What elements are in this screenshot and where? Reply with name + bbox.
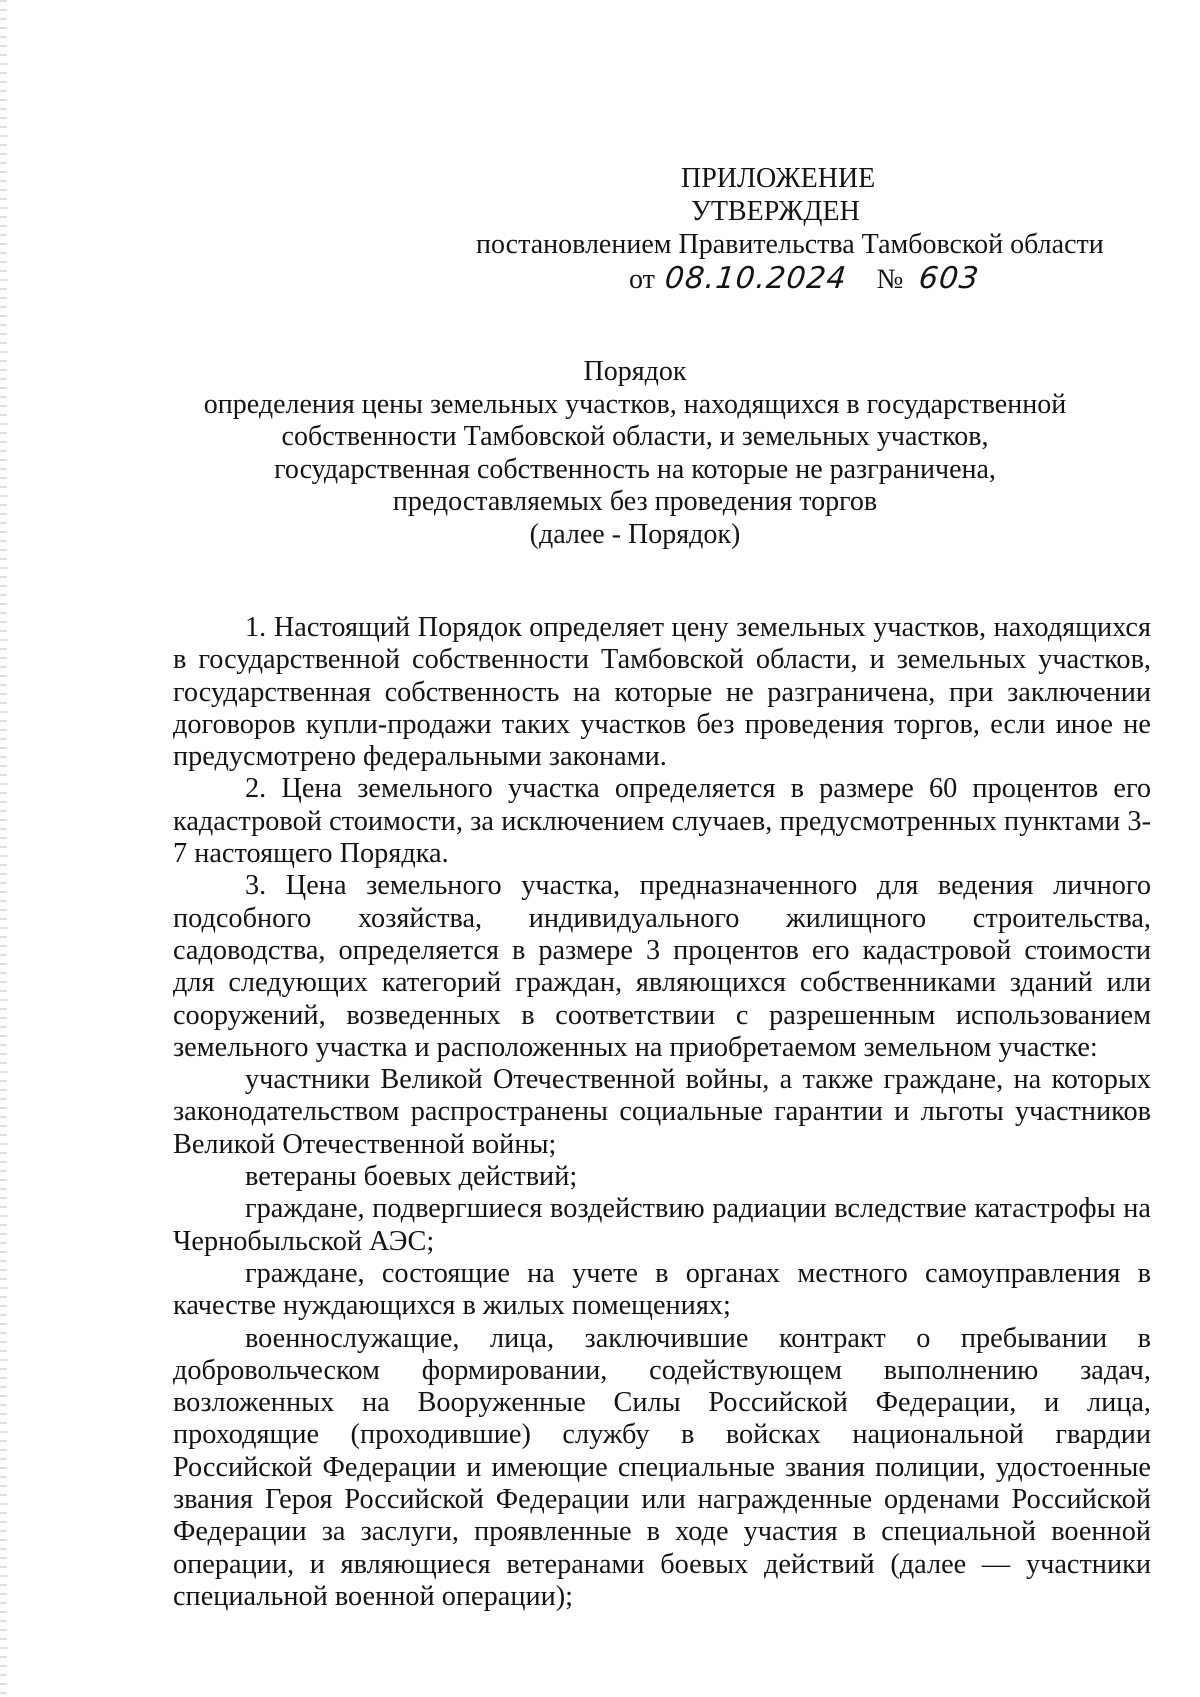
title-line: определения цены земельных участков, находящихся в государственной <box>203 388 1067 420</box>
title-line: (далее - Порядок) <box>529 518 741 550</box>
document-title <box>170 356 1100 551</box>
paragraph-3: 3. Цена земельного участка, предназначенного для ведения личного подсобного хозяйства, индивидуального жилищного строительства, садоводства, определяется в размере 3 процентов его кадастровой стоимости для следующих категорий граждан, являющихся собственниками зданий или сооружений, возведенных в соответствии с разрешенным использованием земельного участка и расположенных на приобретаемом земельном участке: <box>173 870 1151 1063</box>
title-line: собственности Тамбовской области, и земельных участков, <box>281 421 989 452</box>
category-item: граждане, подвергшиеся воздействию радиации вследствие катастрофы на Чернобыльской АЭС; <box>173 1193 1151 1257</box>
approved-by: постановлением Правительства Тамбовской области <box>476 229 1104 260</box>
appendix-label: ПРИЛОЖЕНИЕ <box>681 163 876 194</box>
title-line: предоставляемых без проведения торгов <box>392 486 878 517</box>
scan-edge <box>0 0 7 1697</box>
decree-date: 08.10.2024 <box>663 261 849 296</box>
title-line: государственная собственность на которые не разграничена, <box>274 453 996 485</box>
category-item: военнослужащие, лица, заключившие контракт о пребывании в добровольческом формировании, содействующем выполнению задач, возложенных на Вооруженные Силы Российской Федерации, и лица, проходящие (проходившие) службу в войсках национальной гвардии Российской Федерации и имеющие специальные звания полиции, удостоенные звания Героя Российской Федерации или награжденные орденами Российской Федерации за заслуги, проявленные в ходе участия в специальной военной операции, и являющиеся ветеранами боевых действий (далее — участники специальной военной операции); <box>173 1322 1151 1612</box>
paragraph-2: 2. Цена земельного участка определяется в размере 60 процентов его кадастровой стоимости, за исключением случаев, предусмотренных пунктами 3-7 настоящего Порядка. <box>173 773 1151 870</box>
decree-date-number <box>629 262 980 296</box>
document-body <box>173 612 1151 1613</box>
category-item: участники Великой Отечественной войны, а также граждане, на которых законодательством распространены социальные гарантии и льготы участников Великой Отечественной войны; <box>173 1064 1151 1160</box>
category-item: ветераны боевых действий; <box>245 1161 578 1193</box>
paragraph-1: 1. Настоящий Порядок определяет цену земельных участков, находящихся в государственной собственности Тамбовской области, и земельных участков, государственная собственность на которые не разграничена, при заключении договоров купли-продажи таких участков без проведения торгов, если иное не предусмотрено федеральными законами. <box>173 612 1151 773</box>
title-heading: Порядок <box>583 356 687 387</box>
number-sign: № <box>876 264 904 295</box>
category-item: граждане, состоящие на учете в органах местного самоуправления в качестве нуждающихся в жилых помещениях; <box>173 1257 1151 1322</box>
date-prefix: от <box>629 264 655 295</box>
decree-number: 603 <box>917 261 982 296</box>
approved-label: УТВЕРЖДЕН <box>691 196 860 227</box>
